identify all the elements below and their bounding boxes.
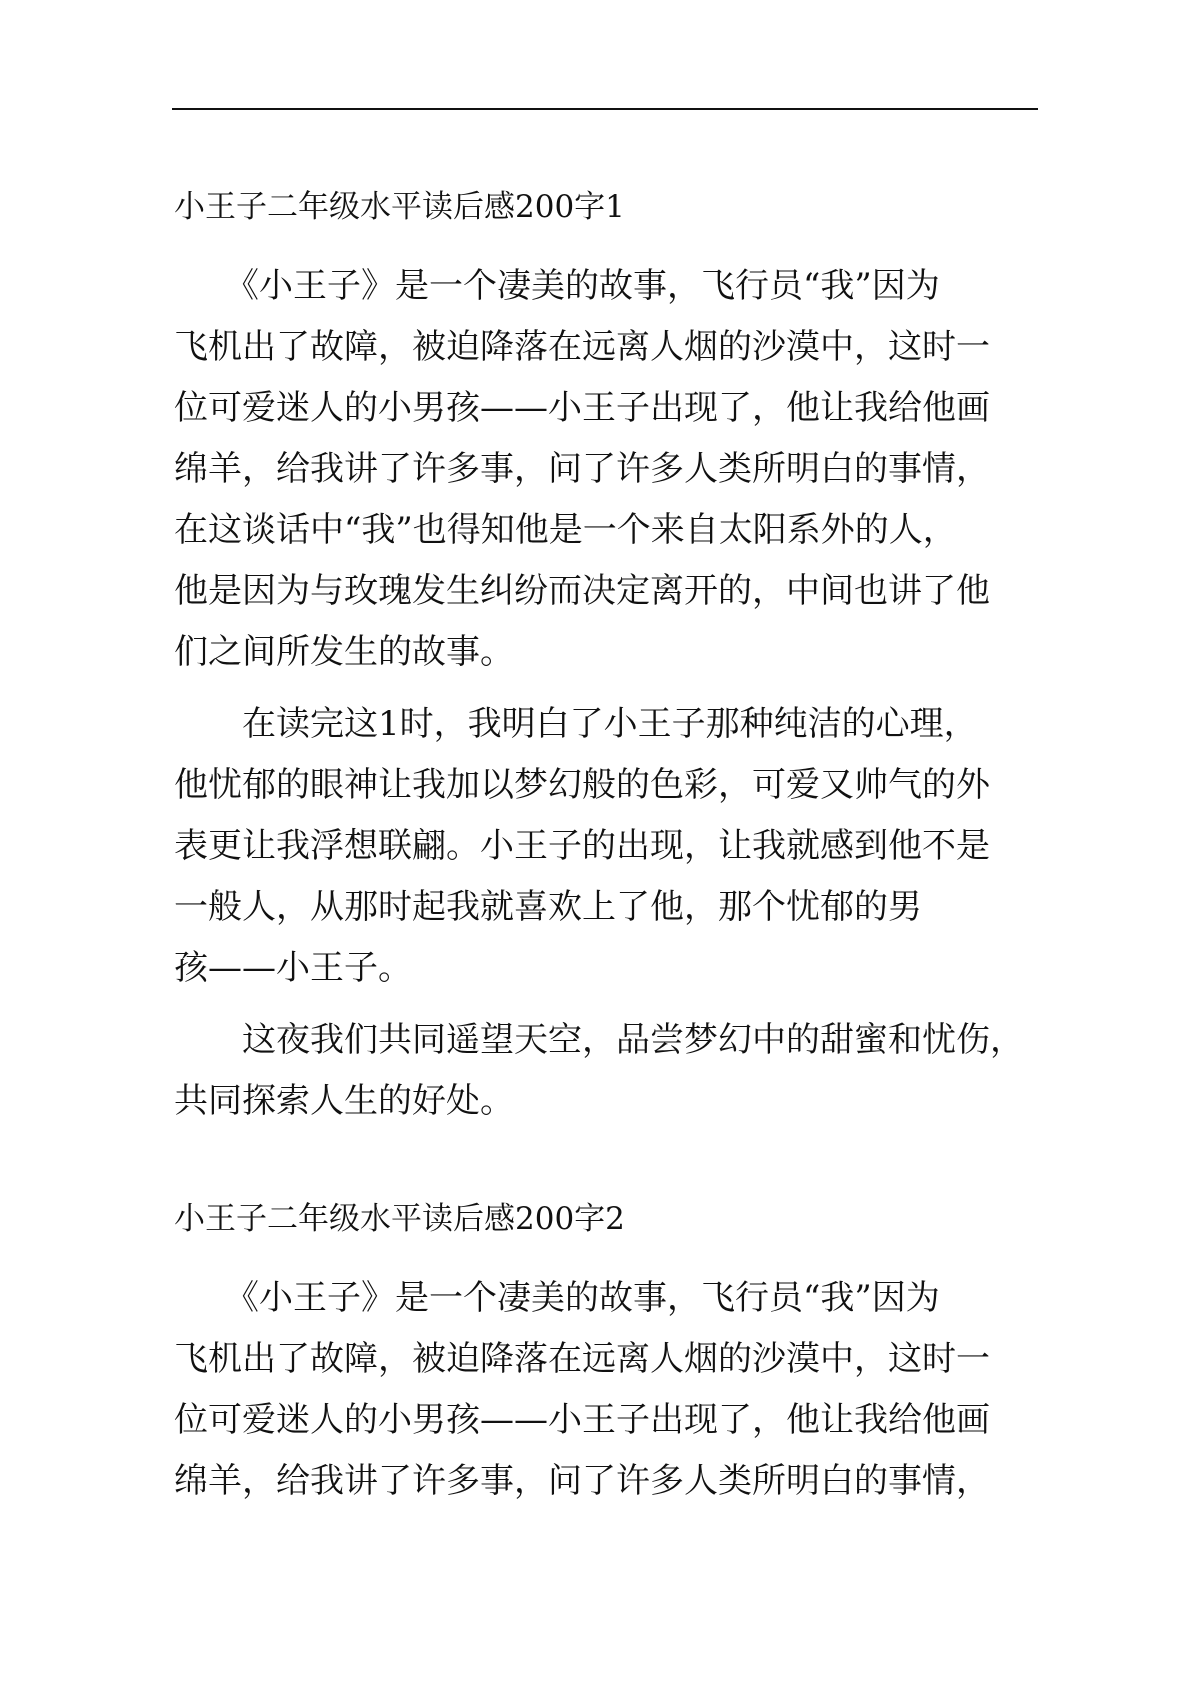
paragraph [174, 1010, 1054, 1132]
section-title: 小王子二年级水平读后感200字1 [174, 189, 625, 225]
paragraph [174, 1268, 1054, 1512]
text-line: 们之间所发生的故事。 [174, 632, 514, 672]
text-line: 一般人，从那时起我就喜欢上了他，那个忧郁的男 [174, 887, 922, 927]
section-title: 小王子二年级水平读后感200字2 [174, 1201, 625, 1237]
text-line: 表更让我浮想联翩。小王子的出现，让我就感到他不是 [174, 826, 990, 866]
section-2 [174, 1200, 1054, 1512]
text-line: 在读完这1时，我明白了小王子那种纯洁的心理， [174, 704, 978, 744]
header-rule [172, 108, 1038, 110]
text-line: 绵羊，给我讲了许多事，问了许多人类所明白的事情， [174, 1461, 990, 1501]
text-line: 共同探索人生的好处。 [174, 1081, 514, 1121]
paragraph [174, 694, 1054, 999]
section-1 [174, 188, 1054, 1132]
text-line: 绵羊，给我讲了许多事，问了许多人类所明白的事情， [174, 449, 990, 489]
document-body [174, 188, 1054, 1523]
text-line: 在这谈话中“我”也得知他是一个来自太阳系外的人， [174, 510, 957, 550]
text-line: 位可爱迷人的小男孩——小王子出现了，他让我给他画 [174, 1400, 990, 1440]
text-line: 他忧郁的眼神让我加以梦幻般的色彩，可爱又帅气的外 [174, 765, 990, 805]
text-line: 飞机出了故障，被迫降落在远离人烟的沙漠中，这时一 [174, 327, 990, 367]
text-line: 《小王子》是一个凄美的故事，飞行员“我”因为 [174, 266, 940, 306]
text-line: 他是因为与玫瑰发生纠纷而决定离开的，中间也讲了他 [174, 571, 990, 611]
text-line: 这夜我们共同遥望天空，品尝梦幻中的甜蜜和忧伤， [174, 1020, 1024, 1060]
text-line: 《小王子》是一个凄美的故事，飞行员“我”因为 [174, 1278, 940, 1318]
text-line: 飞机出了故障，被迫降落在远离人烟的沙漠中，这时一 [174, 1339, 990, 1379]
text-line: 位可爱迷人的小男孩——小王子出现了，他让我给他画 [174, 388, 990, 428]
paragraph [174, 256, 1054, 683]
text-line: 孩——小王子。 [174, 948, 412, 988]
